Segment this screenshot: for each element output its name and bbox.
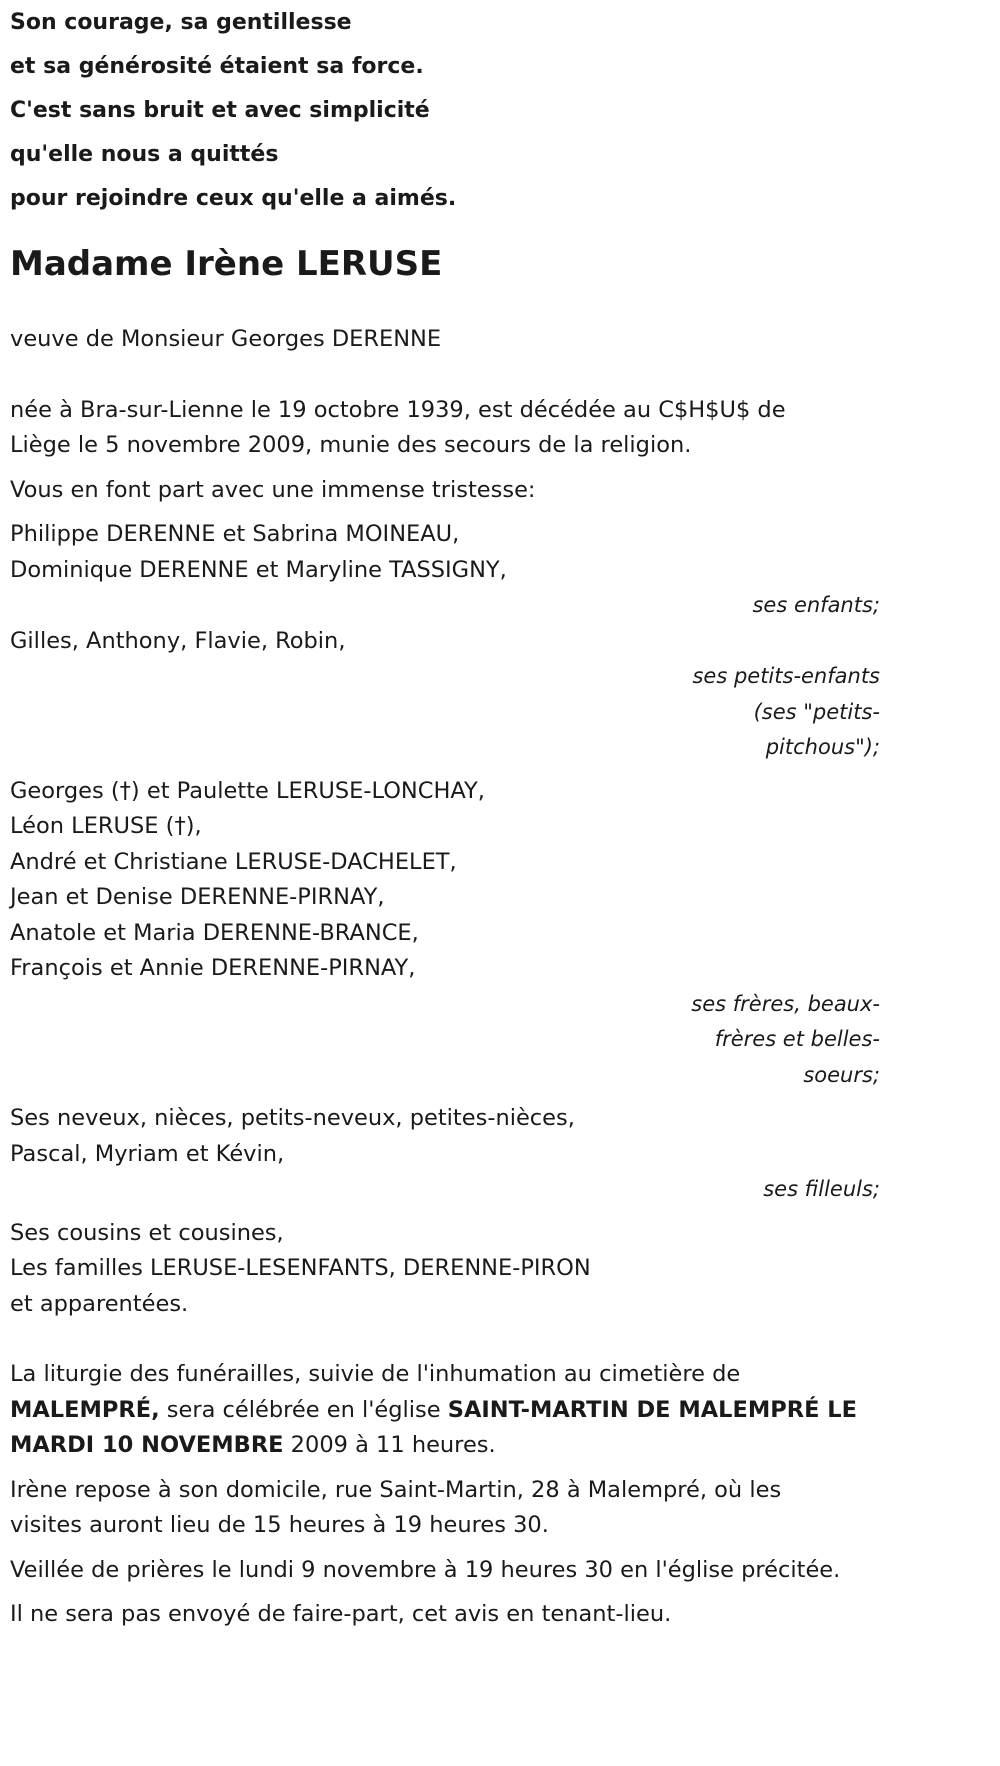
list-item: Ses neveux, nièces, petits-neveux, petites-nièces, bbox=[10, 1105, 575, 1131]
grandchildren-list: Gilles, Anthony, Flavie, Robin, bbox=[10, 627, 346, 654]
poem-line: et sa générosité étaient sa force. bbox=[10, 54, 424, 79]
text-line: Liège le 5 novembre 2009, munie des secours de la religion. bbox=[10, 432, 692, 458]
godchildren-role: ses filleuls; bbox=[763, 1177, 880, 1201]
text-line: née à Bra-sur-Lienne le 19 octobre 1939, est décédée au C$H$U$ de bbox=[10, 396, 786, 423]
list-item: André et Christiane LERUSE-DACHELET, bbox=[10, 848, 457, 875]
rest-paragraph: Irène repose à son domicile, rue Saint-Martin, 28 à Malempré, où les visites auront lieu de 15 heures à 19 heures 30. bbox=[10, 1476, 782, 1538]
list-item: et apparentées. bbox=[10, 1290, 189, 1317]
funeral-date: MARDI 10 NOVEMBRE bbox=[10, 1432, 284, 1458]
grandchildren-role: ses petits-enfants (ses "petits- pitchous"); bbox=[692, 664, 880, 759]
deceased-name: Madame Irène LERUSE bbox=[10, 244, 443, 284]
nephews-list bbox=[10, 1101, 880, 1172]
cousins-list bbox=[10, 1216, 880, 1323]
birth-death-paragraph bbox=[10, 393, 880, 464]
siblings-role: ses frères, beaux- frères et belles- soeurs; bbox=[691, 991, 880, 1087]
funeral-church: SAINT-MARTIN DE MALEMPRÉ LE bbox=[447, 1396, 857, 1423]
notice-paragraph: Il ne sera pas envoyé de faire-part, cet avis en tenant-lieu. bbox=[10, 1601, 672, 1627]
list-item: Léon LERUSE (†), bbox=[10, 813, 202, 839]
list-item: Pascal, Myriam et Kévin, bbox=[10, 1140, 285, 1167]
list-item: Georges (†) et Paulette LERUSE-LONCHAY, bbox=[10, 777, 485, 804]
children-role: ses enfants; bbox=[752, 593, 880, 617]
siblings-list bbox=[10, 774, 880, 987]
spouse-line: veuve de Monsieur Georges DERENNE bbox=[10, 326, 442, 352]
children-list bbox=[10, 517, 880, 588]
poem bbox=[10, 0, 880, 221]
announcement: Vous en font part avec une immense tristesse: bbox=[10, 476, 536, 503]
funeral-paragraph: La liturgie des funérailles, suivie de l'inhumation au cimetière de MALEMPRÉ, sera célébrée en l'église SAINT-MARTIN DE MALEMPRÉ LE MARDI 10 NOVEMBRE 2009 à 11 heures. bbox=[10, 1361, 857, 1458]
list-item: Anatole et Maria DERENNE-BRANCE, bbox=[10, 919, 419, 946]
obituary-page bbox=[10, 0, 880, 1633]
list-item: Ses cousins et cousines, bbox=[10, 1219, 284, 1246]
poem-line: Son courage, sa gentillesse bbox=[10, 10, 352, 35]
funeral-place: MALEMPRÉ, bbox=[10, 1396, 160, 1423]
list-item: François et Annie DERENNE-PIRNAY, bbox=[10, 955, 416, 981]
poem-line: qu'elle nous a quittés bbox=[10, 142, 279, 167]
list-item: Les familles LERUSE-LESENFANTS, DERENNE-PIRON bbox=[10, 1255, 591, 1281]
poem-line: C'est sans bruit et avec simplicité bbox=[10, 98, 430, 123]
poem-line: pour rejoindre ceux qu'elle a aimés. bbox=[10, 186, 457, 211]
list-item: Philippe DERENNE et Sabrina MOINEAU, bbox=[10, 521, 460, 547]
list-item: Dominique DERENNE et Maryline TASSIGNY, bbox=[10, 556, 507, 583]
vigil-paragraph: Veillée de prières le lundi 9 novembre à 19 heures 30 en l'église précitée. bbox=[10, 1556, 841, 1583]
list-item: Jean et Denise DERENNE-PIRNAY, bbox=[10, 884, 385, 910]
